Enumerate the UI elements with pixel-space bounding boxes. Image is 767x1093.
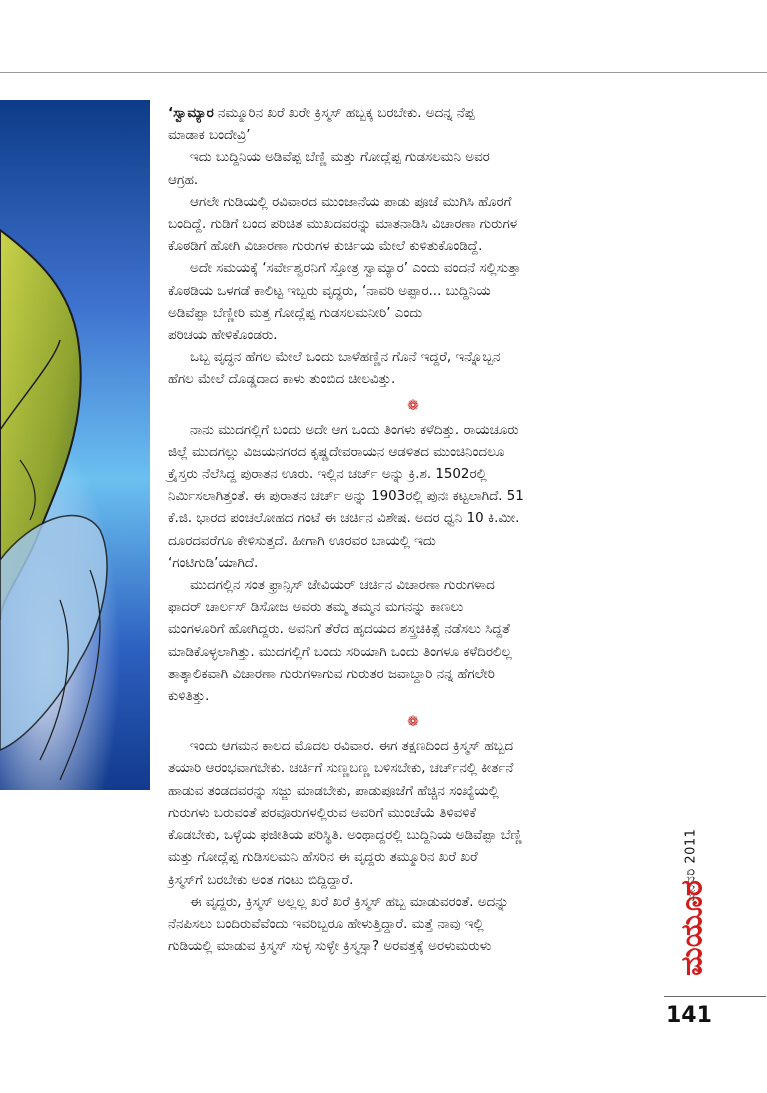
paragraph: ಇದು ಬುದ್ದಿನಿಯ ಅಡಿವೆಪ್ಪ ಬೆಣ್ಣಿ ಮತ್ತು ಗೋದ್ಲೆಪ್ಪ ಗುಡಸಲಮನಿ ಅವರ ಆಗ್ರಹ. bbox=[168, 150, 490, 188]
paragraph: ಇಂದು ಆಗಮನ ಕಾಲದ ಮೊದಲ ರವಿವಾರ. ಈಗ ತಕ್ಷಣದಿಂದ ಕ್ರಿಸ್ಮಸ್ ಹಬ್ಬದ ತಯಾರಿ ಆರಂಭವಾಗಬೇಕು. ಚರ್ಚಿಗೆ ಸುಣ್ಣಬಣ್ಣ ಬಳಿಸಬೇಕು, ಚರ್ಚ್‌ನಲ್ಲಿ ಕೀರ್ತನೆ ಹಾಡುವ ತಂಡದವರನ್ನು ಸಜ್ಜು ಮಾಡಬೇಕು, ಪಾಡುಪೂಜೆಗೆ ಹೆಚ್ಚಿನ ಸಂಖ್ಯೆಯಲ್ಲಿ ಗುರುಗಳು ಬರುವಂತೆ ಪರವೂರುಗಳಲ್ಲಿರುವ ಅವರಿಗೆ ಮುಂಚೆಯೆ ತಿಳಿವಳಿಕೆ ಕೊಡಬೇಕು, ಒಳ್ಳೆಯ ಫಜೀತಿಯ ಪರಿಸ್ಥಿತಿ. ಅಂಥಾದ್ದರಲ್ಲಿ ಬುದ್ದಿನಿಯ ಅಡಿವೆಪ್ಪಾ ಬೆಣ್ಣಿ ಮತ್ತು ಗೋದ್ಲೆಪ್ಪ ಗುಡಿಸಲಮನಿ ಹೆಸರಿನ ಈ ವೃದ್ದರು ತಮ್ಮೂರಿನ ಖರೆ ಖರೆ ಕ್ರಿಸ್ಮಸ್‌ಗೆ ಬರಬೇಕು ಅಂತ ಗಂಟು ಬಿದ್ದಿದ್ದಾರೆ. bbox=[168, 739, 522, 888]
article-body bbox=[168, 103, 658, 958]
paragraph: ಈ ವೃದ್ದರು, ಕ್ರಿಸ್ಮಸ್ ಅಲ್ಲಲ್ಲ ಖರೆ ಖರೆ ಕ್ರಿಸ್ಮಸ್ ಹಬ್ಬ ಮಾಡುವರಂತೆ. ಅದನ್ನು ನೆನಪಿಸಲು ಬಂದಿರುವೆವೆಂದು ಇವರಿಬ್ಬರೂ ಹೇಳುತ್ತಿದ್ದಾರೆ. ಮತ್ತೆ ನಾವು ಇಲ್ಲಿ ಗುಡಿಯಲ್ಲಿ ಮಾಡುವ ಕ್ರಿಸ್ಮಸ್ ಸುಳ್ಳ ಸುಳ್ಳೇ ಕ್ರಿಸ್ಮಸ್ಸಾ? ಅರವತ್ತಕ್ಕೆ ಅರಳುಮರುಳು bbox=[168, 894, 509, 955]
magazine-logo: ಮಯೂರ bbox=[674, 880, 710, 976]
section-ornament: ❁ bbox=[407, 397, 419, 414]
footer-rule bbox=[664, 996, 766, 997]
paragraph: ‘ಸ್ವಾಮ್ಯಾರ ನಮ್ಮೂರಿನ ಖರೆ ಖರೇ ಕ್ರಿಸ್ಮಸ್ ಹಬ್ಬಕ್ಕ ಬರಬೇಕು. ಅದನ್ನ ನೆಪ್ಪ ಮಾಡಾಕ ಬಂದೇವ್ರಿ’ bbox=[168, 106, 475, 144]
paragraph: ಮುದಗಲ್ಲಿನ ಸಂತ ಫ್ರಾನ್ಸಿಸ್ ಜೇವಿಯರ್ ಚರ್ಚಿನ ವಿಚಾರಣಾ ಗುರುಗಳಾದ ಫಾದರ್ ಚಾರ್ಲಸ್ ಡಿಸೋಜ ಅವರು ತಮ್ಮ ತಮ್ಮನ ಮಗನನ್ನು ಕಾಣಲು ಮಂಗಳೂರಿಗೆ ಹೋಗಿದ್ದರು. ಅವನಿಗೆ ತೆರೆದ ಹೃದಯದ ಶಸ್ತ್ರಚಿಕಿತ್ಸೆ ನಡೆಸಲು ಸಿದ್ದತೆ ಮಾಡಿಕೊಳ್ಳಲಾಗಿತ್ತು. ಮುದಗಲ್ಲಿಗೆ ಬಂದು ಸರಿಯಾಗಿ ಒಂದು ತಿಂಗಳೂ ಕಳೆದಿರಲಿಲ್ಲ ತಾತ್ಕಾಲಿಕವಾಗಿ ವಿಚಾರಣಾ ಗುರುಗಳಾಗುವ ಗುರುತರ ಜವಾಬ್ದಾರಿ ನನ್ನ ಹೆಗಲೇರಿ ಕುಳಿತಿತ್ತು. bbox=[168, 578, 512, 705]
paragraph: ಆಗಲೇ ಗುಡಿಯಲ್ಲಿ ರವಿವಾರದ ಮುಂಜಾನೆಯ ಪಾಡು ಪೂಜೆ ಮುಗಿಸಿ ಹೊರಗೆ ಬಂದಿದ್ದೆ. ಗುಡಿಗೆ ಬಂದ ಪರಿಚಿತ ಮುಖದವರನ್ನು ಮಾತನಾಡಿಸಿ ವಿಚಾರಣಾ ಗುರುಗಳ ಕೊಠಡಿಗೆ ಹೋಗಿ ವಿಚಾರಣಾ ಗುರುಗಳ ಕುರ್ಚಿಯ ಮೇಲೆ ಕುಳಿತುಕೊಂಡಿದ್ದೆ. bbox=[168, 194, 517, 255]
page-number: 141 bbox=[666, 1003, 712, 1028]
paragraph: ನಾನು ಮುದಗಲ್ಲಿಗೆ ಬಂದು ಅದೇ ಆಗ ಒಂದು ತಿಂಗಳು ಕಳೆದಿತ್ತು. ರಾಯಚೂರು ಜಿಲ್ಲೆ ಮುದಗಲ್ಲು ವಿಜಯನಗರದ ಕೃಷ್ಣದೇವರಾಯನ ಆಡಳಿತದ ಮುಂಚಿನಿಂದಲೂ ಕ್ರೈಸ್ತರು ನೆಲೆಸಿದ್ದ ಪುರಾತನ ಊರು. ಇಲ್ಲಿನ ಚರ್ಚ್ ಅನ್ನು ಕ್ರಿ.ಶ. 1502ರಲ್ಲಿ ನಿರ್ಮಿಸಲಾಗಿತ್ತಂತೆ. ಈ ಪುರಾತನ ಚರ್ಚ್ ಅನ್ನು 1903ರಲ್ಲಿ ಪುನಃ ಕಟ್ಟಲಾಗಿದೆ. 51 ಕೆ.ಜಿ. ಭಾರದ ಪಂಚಲೋಹದ ಗಂಟೆ ಈ ಚರ್ಚಿನ ವಿಶೇಷ. ಅದರ ಧ್ವನಿ 10 ಕಿ.ಮೀ. ದೂರದವರೆಗೂ ಕೇಳಿಸುತ್ತದೆ. ಹೀಗಾಗಿ ಊರವರ ಬಾಯಲ್ಲಿ ಇದು ‘ಗಂಟಿಗುಡಿ’ಯಾಗಿದೆ. bbox=[168, 422, 524, 571]
paragraph: ಒಬ್ಬ ವೃದ್ಧನ ಹೆಗಲ ಮೇಲೆ ಒಂದು ಬಾಳೆಹಣ್ಣಿನ ಗೊನೆ ಇದ್ದರೆ, ಇನ್ನೊಬ್ಬನ ಹೆಗಲ ಮೇಲೆ ದೊಡ್ಡದಾದ ಕಾಳು ತುಂಬಿದ ಚೀಲವಿತ್ತು. bbox=[168, 350, 501, 388]
lead-word: ‘ಸ್ವಾಮ್ಯಾರ bbox=[168, 106, 214, 121]
issue-date: ಜನವರಿ 2011 bbox=[683, 828, 699, 902]
cover-illustration bbox=[0, 100, 150, 790]
paragraph: ಅದೇ ಸಮಯಕ್ಕೆ ‘ಸರ್ವೇಶ್ವರನಿಗೆ ಸ್ತೋತ್ರ ಸ್ವಾಮ್ಯಾರ’ ಎಂದು ವಂದನೆ ಸಲ್ಲಿಸುತ್ತಾ ಕೊಠಡಿಯ ಒಳಗಡೆ ಕಾಲಿಟ್ಟ ಇಬ್ಬರು ವೃದ್ಧರು, ‘ನಾವರಿ ಅಪ್ಪಾರ... ಬುದ್ದಿನಿಯ ಅಡಿವೆಪ್ಪಾ ಬೆಣ್ಣೀರಿ ಮತ್ತ ಗೋದ್ಲೆಪ್ಪ ಗುಡಸಲಮನೀರಿ’ ಎಂದು ಪರಿಚಯ ಹೇಳಿಕೊಂಡರು. bbox=[168, 261, 521, 344]
section-ornament: ❁ bbox=[407, 714, 419, 731]
top-rule bbox=[0, 72, 767, 73]
